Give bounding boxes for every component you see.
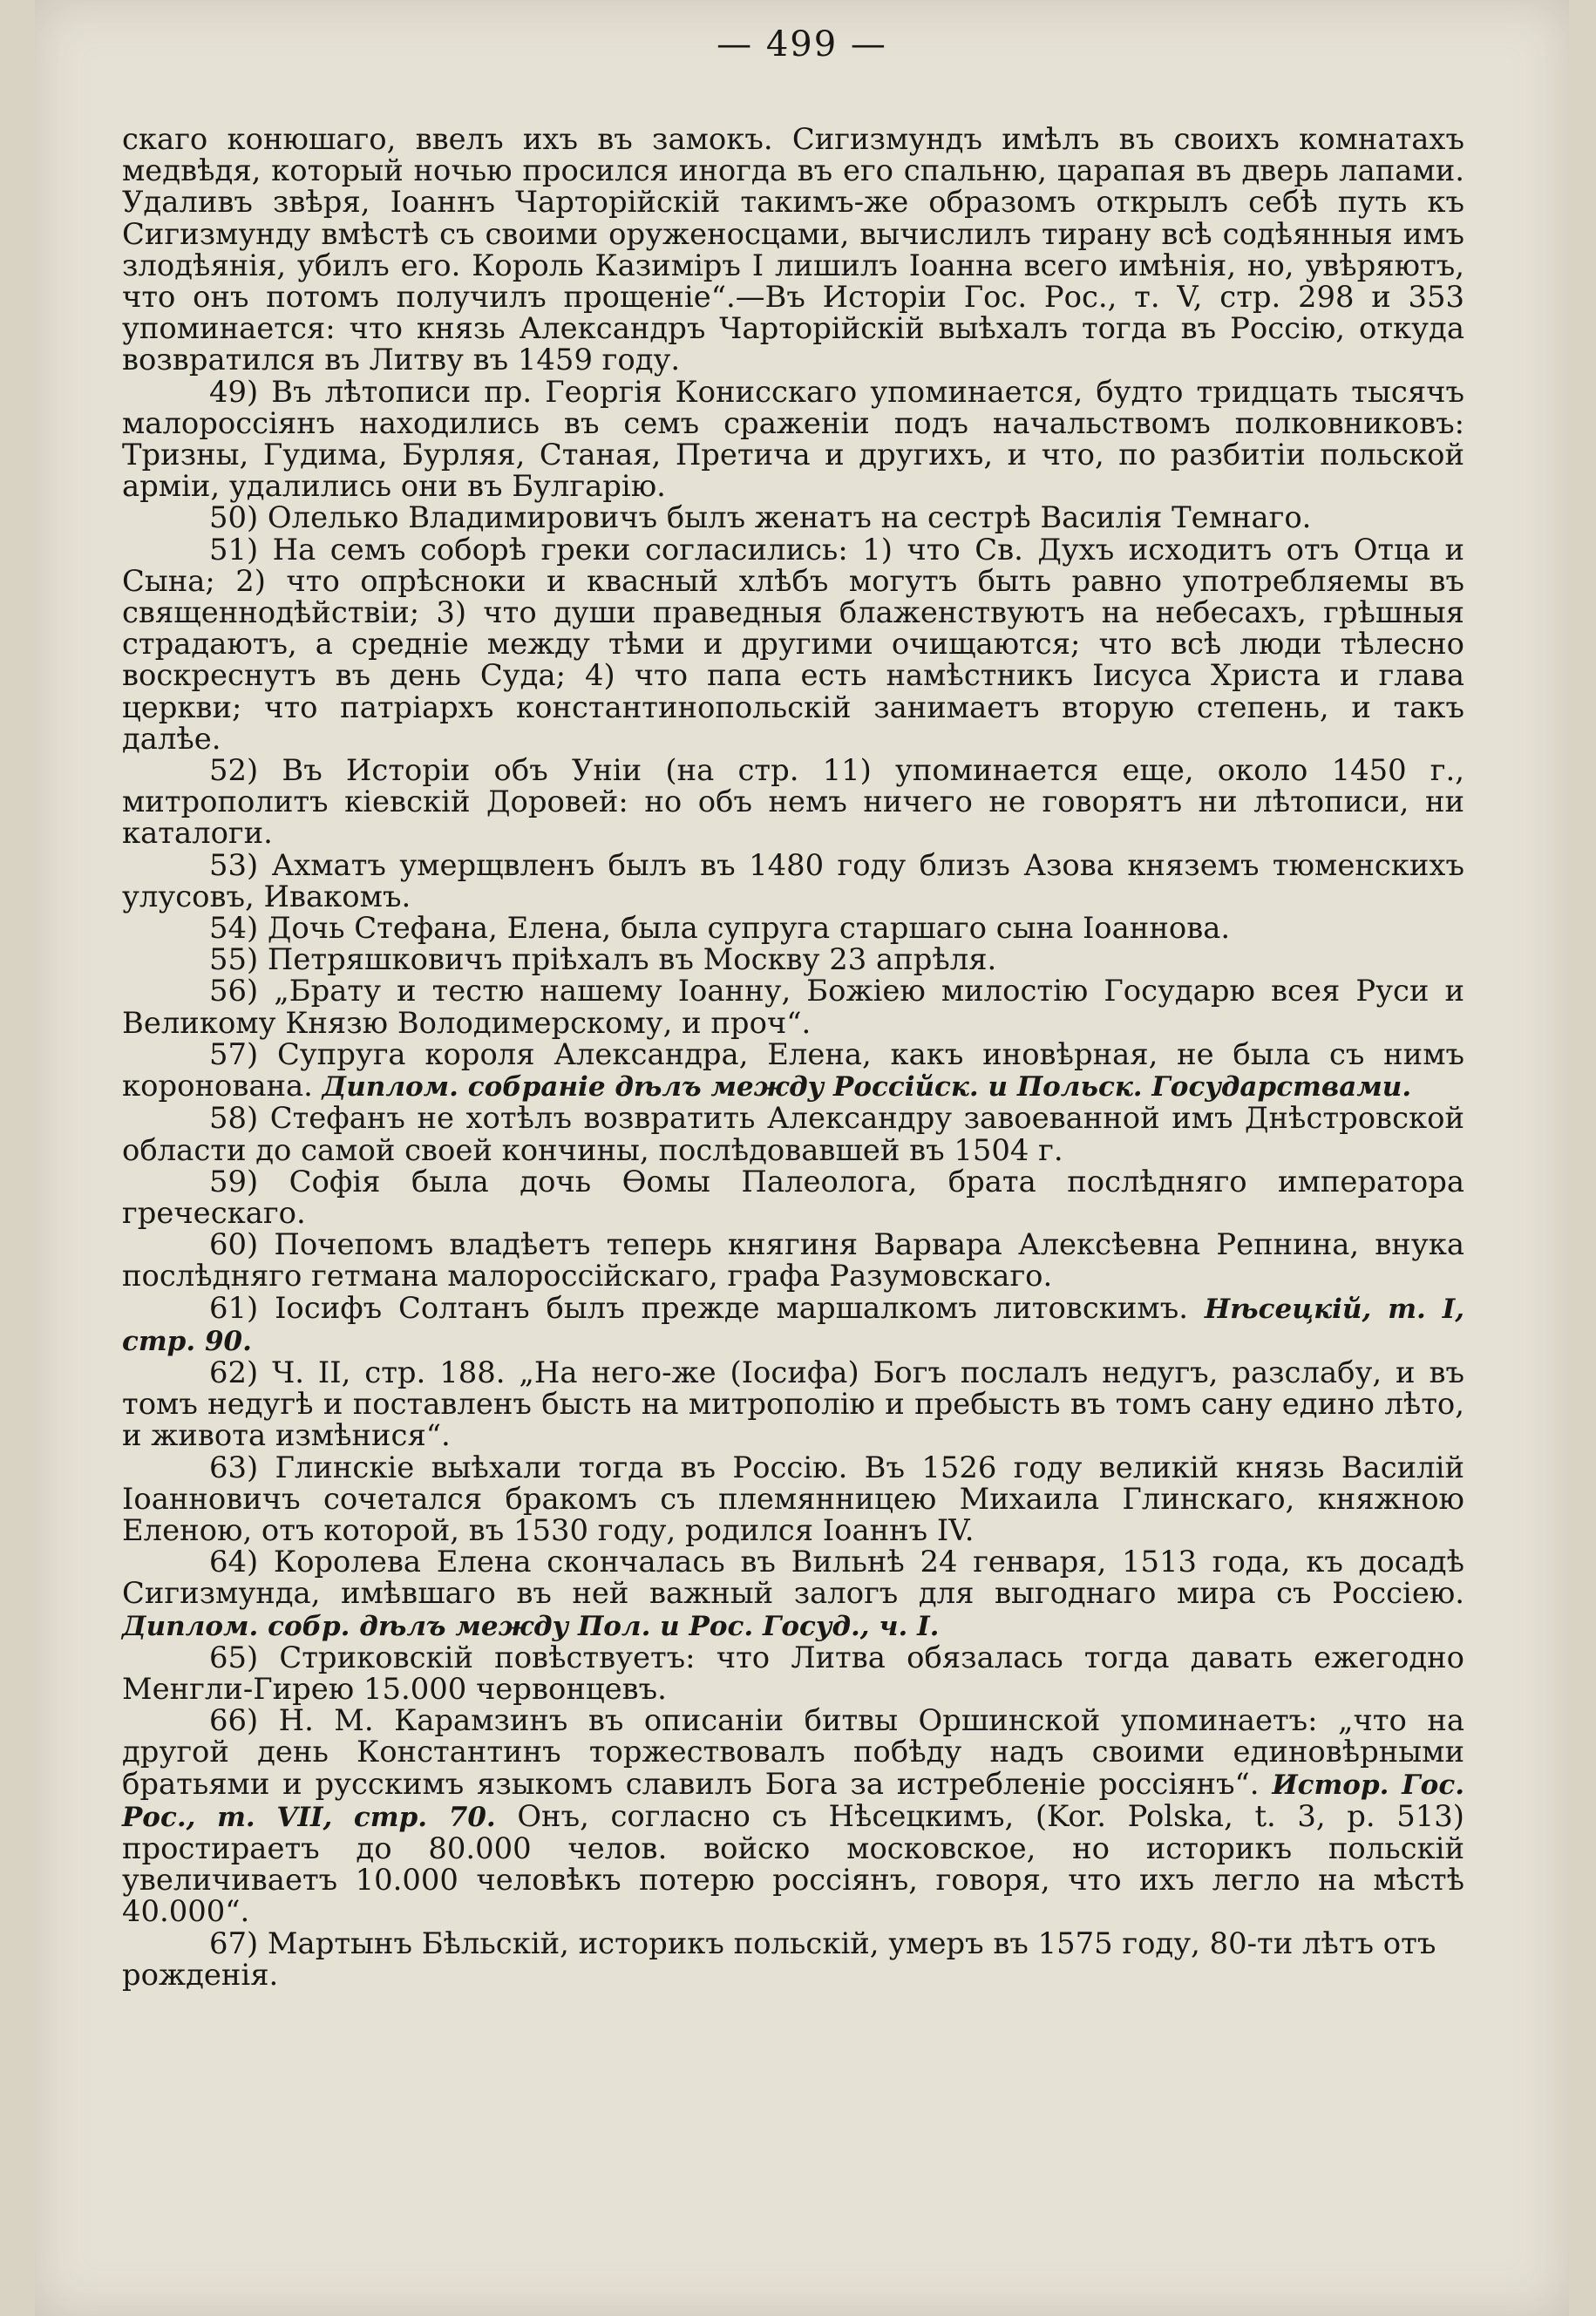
citation: Истор. Гос. Рос., т. VII, стр. 70. bbox=[122, 1769, 1465, 1833]
citation: Нѣсецкій, т. I, стр. 90. bbox=[122, 1293, 1465, 1357]
footnote-55: 55) Петряшковичъ пріѣхалъ въ Москву 23 апрѣля. bbox=[209, 942, 997, 977]
footnote-67: 67) Мартынъ Бѣльскій, историкъ польскій, умеръ въ 1575 году, 80-ти лѣтъ отъ рожденія. bbox=[122, 1925, 1436, 1992]
book-page bbox=[35, 0, 1569, 2316]
page-body bbox=[122, 124, 1464, 1991]
footnote-52: 52) Въ Исторіи объ Уніи (на стр. 11) упоминается еще, около 1450 г., митрополитъ кіевскій Доровей: но объ немъ ничего не говорятъ ни лѣтописи, ни каталоги. bbox=[122, 753, 1464, 851]
footnote-50: 50) Олелько Владимировичъ былъ женатъ на сестрѣ Василія Темнаго. bbox=[209, 500, 1312, 535]
footnote-63: 63) Глинскіе выѣхали тогда въ Россію. Въ 1526 году великій князь Василій Іоанновичъ сочетался бракомъ съ племянницею Михаила Глинскаго, княжною Еленою, отъ которой, въ 1530 году, родился Іоаннъ IV. bbox=[122, 1450, 1464, 1547]
footnote-64: 64) Королева Елена скончалась въ Вильнѣ 24 генваря, 1513 года, къ досадѣ Сигизмунда, имѣвшаго въ ней важный залогъ для выгоднаго мира съ Россіею. Диплом. собр. дѣлъ между Пол. и Рос. Госуд., ч. I. bbox=[122, 1545, 1464, 1642]
footnote-59: 59) Софія была дочь Ѳомы Палеолога, брата послѣдняго императора греческаго. bbox=[122, 1164, 1464, 1230]
footnote-51: 51) На семъ соборѣ греки согласились: 1) что Св. Духъ исходитъ отъ Отца и Сына; 2) что опрѣсноки и квасный хлѣбъ могутъ быть равно употребляемы въ священнодѣйствіи; 3) что души праведныя блаженствуютъ на небесахъ, грѣшныя страдаютъ, а средніе между тѣми и другими очищаются; что всѣ люди тѣлесно воскреснутъ въ день Суда; 4) что папа есть намѣстникъ Іисуса Христа и глава церкви; что патріархъ константинопольскій занимаетъ вторую степень, и такъ далѣе. bbox=[122, 532, 1464, 756]
footnote-56: 56) „Брату и тестю нашему Іоанну, Божіею милостію Государю всея Руси и Великому Князю Володимерскому, и проч“. bbox=[122, 974, 1464, 1040]
footnote-54: 54) Дочь Стефана, Елена, была супруга старшаго сына Іоаннова. bbox=[209, 911, 1231, 946]
footnote-53: 53) Ахматъ умерщвленъ былъ въ 1480 году близъ Азова княземъ тюменскихъ улусовъ, Ивакомъ. bbox=[122, 847, 1464, 913]
footnote-49: 49) Въ лѣтописи пр. Георгія Конисскаго упоминается, будто тридцать тысячъ малороссіянъ находились въ семъ сраженіи подъ начальствомъ полковниковъ: Тризны, Гудима, Бурляя, Станая, Претича и другихъ, и что, по разбитіи польской арміи, удалились они въ Булгарію. bbox=[122, 374, 1464, 504]
footnote-60: 60) Почепомъ владѣетъ теперь княгиня Варвара Алексѣевна Репнина, внука послѣдняго гетмана малороссійскаго, графа Разумовскаго. bbox=[122, 1227, 1464, 1294]
footnote-58: 58) Стефанъ не хотѣлъ возвратить Александру завоеванной имъ Днѣстровской области до самой своей кончины, послѣдовавшей въ 1504 г. bbox=[122, 1101, 1464, 1167]
page-number: — 499 — bbox=[717, 24, 887, 65]
footnote-57: 57) Супруга короля Александра, Елена, какъ иновѣрная, не была съ нимъ коронована. Диплом. собраніе дѣлъ между Россійск. и Польск. Государствами. bbox=[122, 1036, 1464, 1104]
paragraph-48-continued: скаго конюшаго, ввелъ ихъ въ замокъ. Сигизмундъ имѣлъ въ своихъ комнатахъ медвѣдя, который ночью просился иногда въ его спальню, царапая въ дверь лапами. Удаливъ звѣря, Іоаннъ Чарторійскій такимъ-же образомъ открылъ себѣ путь къ Сигизмунду вмѣстѣ съ своими оруженосцами, вычислилъ тирану всѣ содѣянныя имъ злодѣянія, убилъ его. Король Казиміръ I лишилъ Іоанна всего имѣнія, но, увѣряютъ, что онъ потомъ получилъ прощеніе“.—Въ Исторіи Гос. Рос., т. V, стр. 298 и 353 упоминается: что князь Александръ Чарторійскій выѣхалъ тогда въ Россію, откуда возвратился въ Литву въ 1459 году. bbox=[122, 122, 1464, 377]
footnote-62: 62) Ч. II, стр. 188. „На него-же (Іосифа) Богъ послалъ недугъ, разслабу, и въ томъ недугѣ и поставленъ бысть на митрополію и пребысть въ томъ сану едино лѣто, и живота измѣнися“. bbox=[122, 1355, 1464, 1453]
citation: Диплом. собраніе дѣлъ между Россійск. и Польск. Государствами. bbox=[322, 1071, 1412, 1104]
footnote-65: 65) Стриковскій повѣствуетъ: что Литва обязалась тогда давать ежегодно Менгли-Гирею 15.000 червонцевъ. bbox=[122, 1640, 1464, 1706]
footnote-66: 66) Н. М. Карамзинъ въ описаніи битвы Оршинской упоминаетъ: „что на другой день Константинъ торжествовалъ побѣду надъ своими единовѣрными братьями и русскимъ языкомъ славилъ Бога за истребленіе россіянъ“. Истор. Гос. Рос., т. VII, стр. 70. Онъ, согласно съ Нѣсецкимъ, (Kor. Polska, t. 3, p. 513) простираетъ до 80.000 челов. войско московское, но историкъ польскій увеличиваетъ 10.000 человѣкъ потерю россіянъ, говоря, что ихъ легло на мѣстѣ 40.000“. bbox=[122, 1703, 1465, 1929]
citation: Диплом. собр. дѣлъ между Пол. и Рос. Госуд., ч. I. bbox=[122, 1610, 940, 1642]
footnote-61: 61) Іосифъ Солтанъ былъ прежде маршалкомъ литовскимъ. Нѣсецкій, т. I, стр. 90. bbox=[122, 1290, 1465, 1357]
